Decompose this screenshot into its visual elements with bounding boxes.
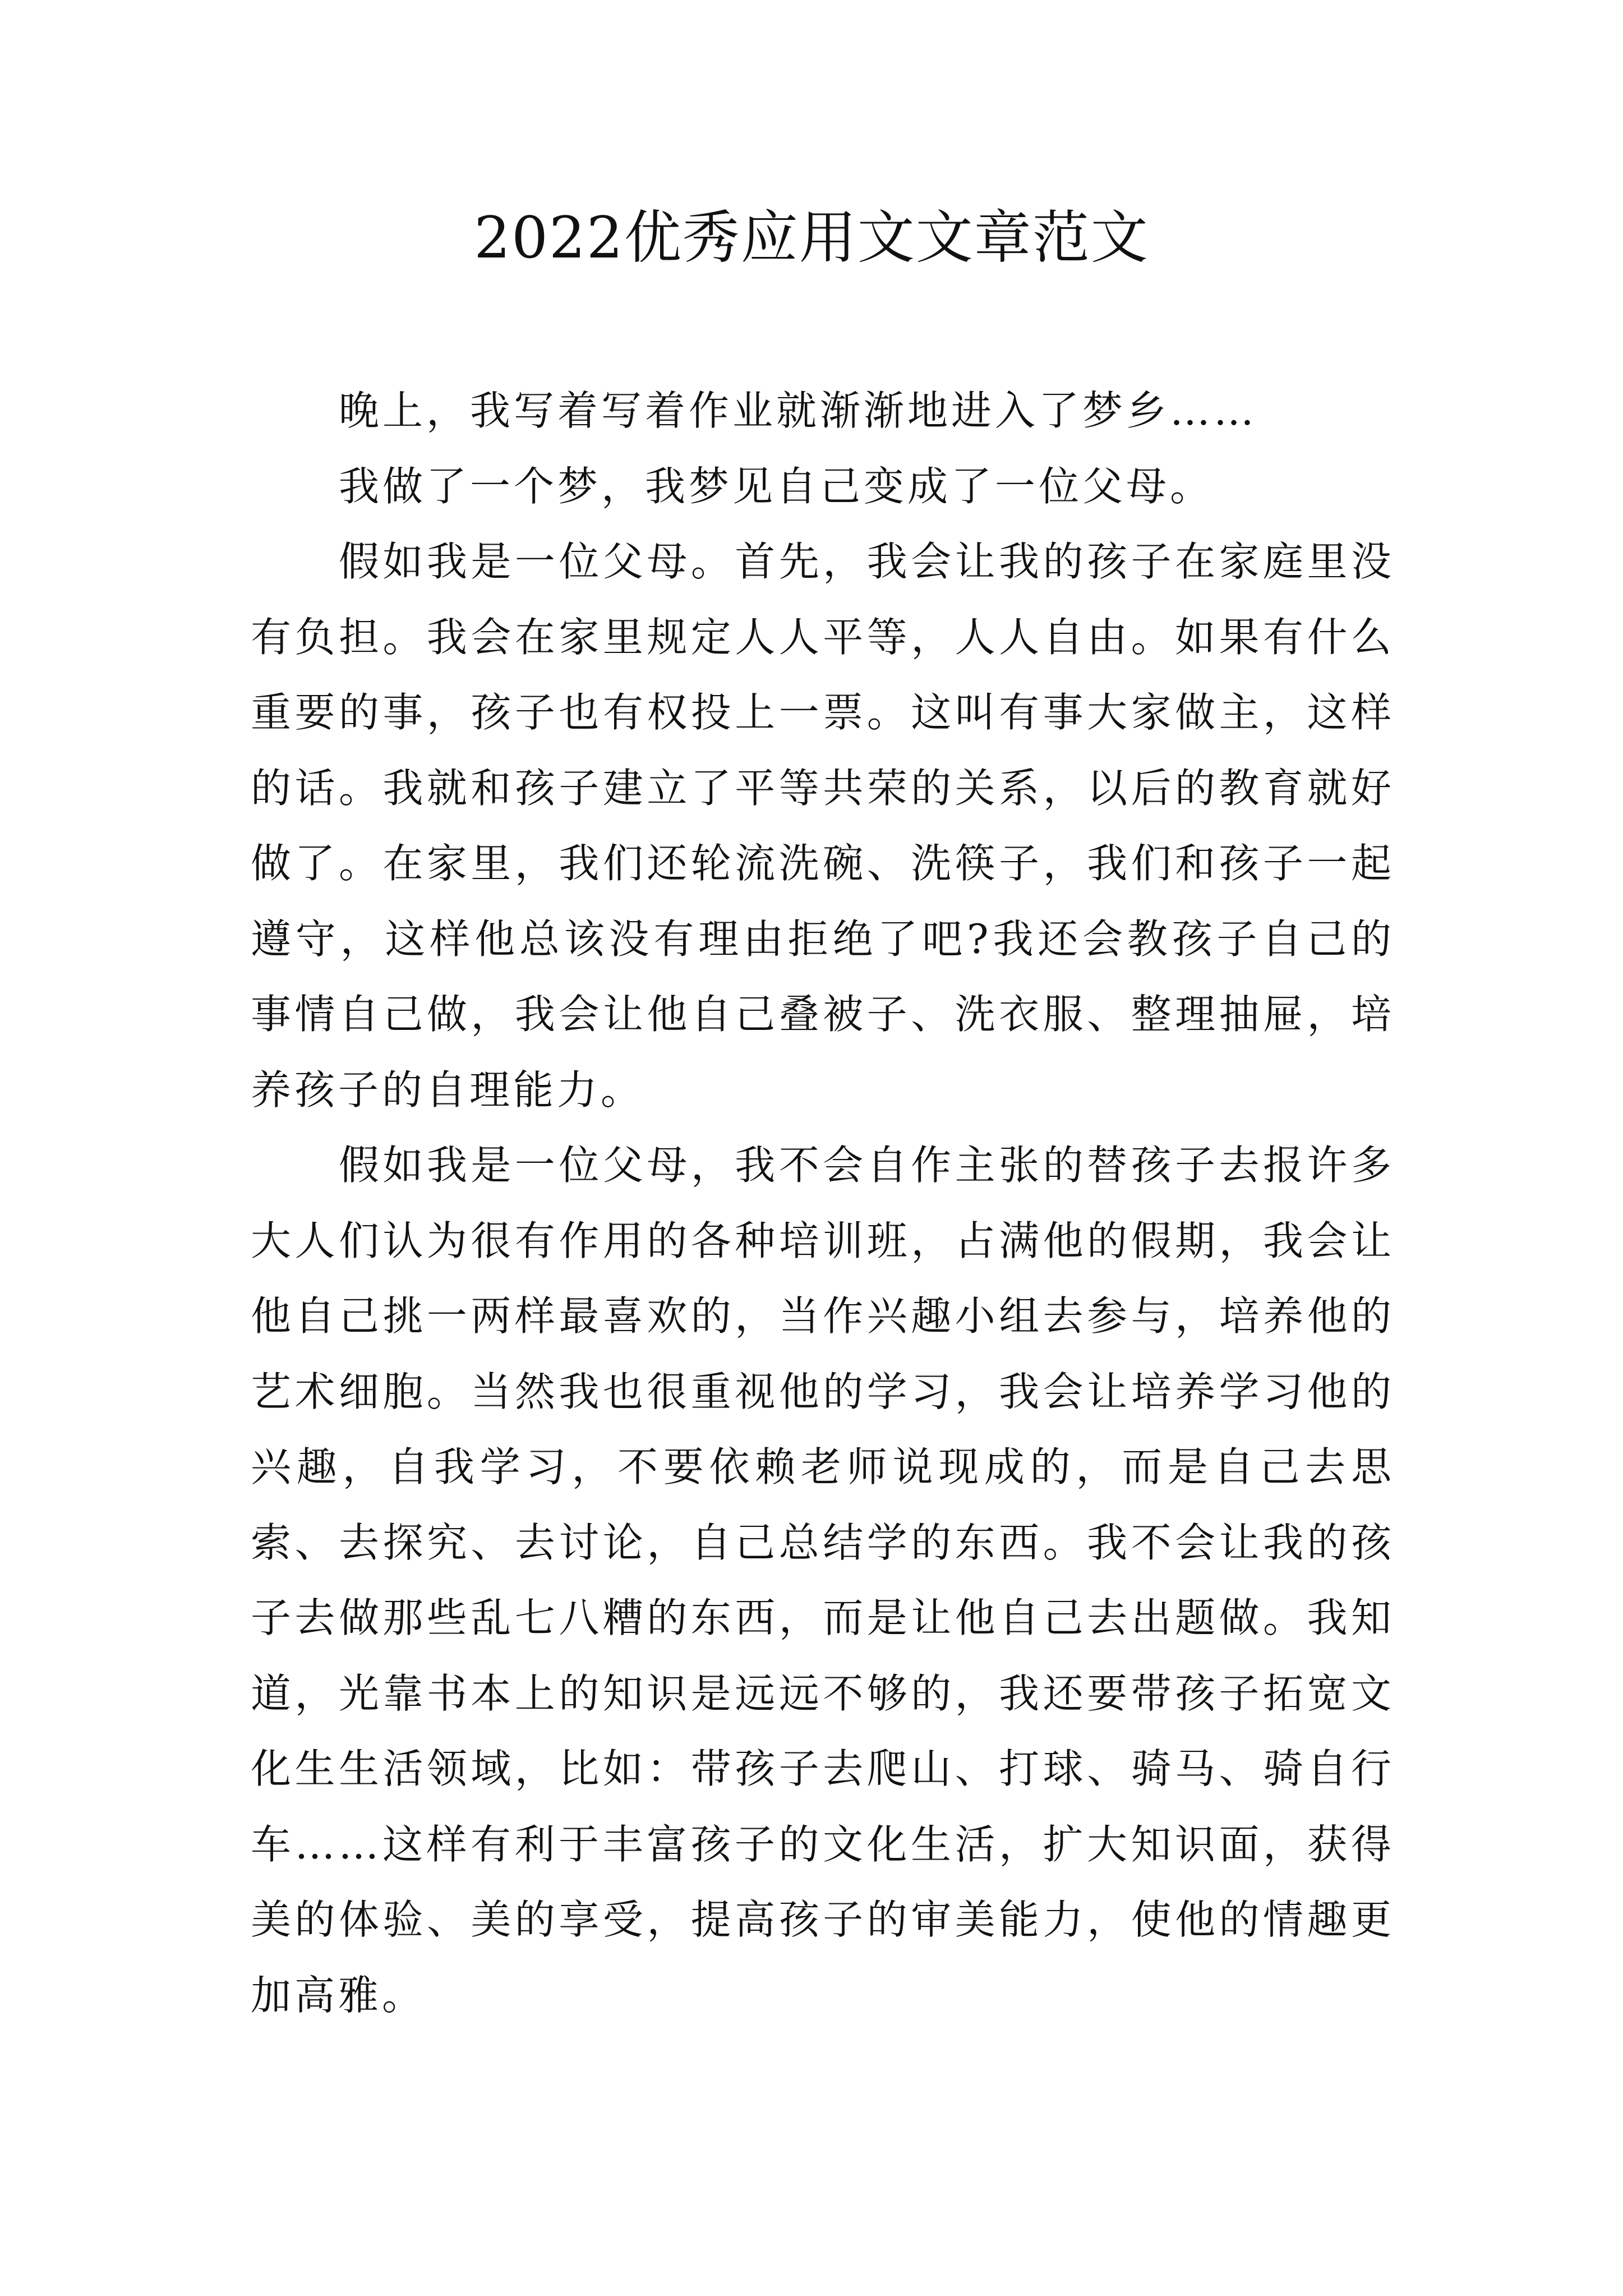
paragraph-4: 假如我是一位父母，我不会自作主张的替孩子去报许多大人们认为很有作用的各种培训班，占满他的假期，我会让他自己挑一两样最喜欢的，当作兴趣小组去参与，培养他的艺术细胞。当然我也很重视他的学习，我会让培养学习他的兴趣，自我学习，不要依赖老师说现成的，而是自己去思索、去探究、去讨论，自己总结学的东西。我不会让我的孩子去做那些乱七八糟的东西，而是让他自己去出题做。我知道，光靠书本上的知识是远远不够的，我还要带孩子拓宽文化生生活领域，比如：带孩子去爬山、打球、骑马、骑自行车……这样有利于丰富孩子的文化生活，扩大知识面，获得美的体验、美的享受，提高孩子的审美能力，使他的情趣更加高雅。 — [251, 1142, 1395, 2019]
document-body — [251, 373, 1395, 2033]
paragraph-3: 假如我是一位父母。首先，我会让我的孩子在家庭里没有负担。我会在家里规定人人平等，人人自由。如果有什么重要的事，孩子也有权投上一票。这叫有事大家做主，这样的话。我就和孩子建立了平等共荣的关系，以后的教育就好做了。在家里，我们还轮流洗碗、洗筷子，我们和孩子一起遵守，这样他总该没有理由拒绝了吧?我还会教孩子自己的事情自己做，我会让他自己叠被子、洗衣服、整理抽屉，培养孩子的自理能力。 — [251, 538, 1395, 1114]
document-title: 2022优秀应用文文章范文 — [474, 205, 1149, 272]
paragraph-1: 晚上，我写着写着作业就渐渐地进入了梦乡…… — [339, 387, 1258, 434]
paragraph-2: 我做了一个梦，我梦见自己变成了一位父母。 — [339, 462, 1214, 510]
